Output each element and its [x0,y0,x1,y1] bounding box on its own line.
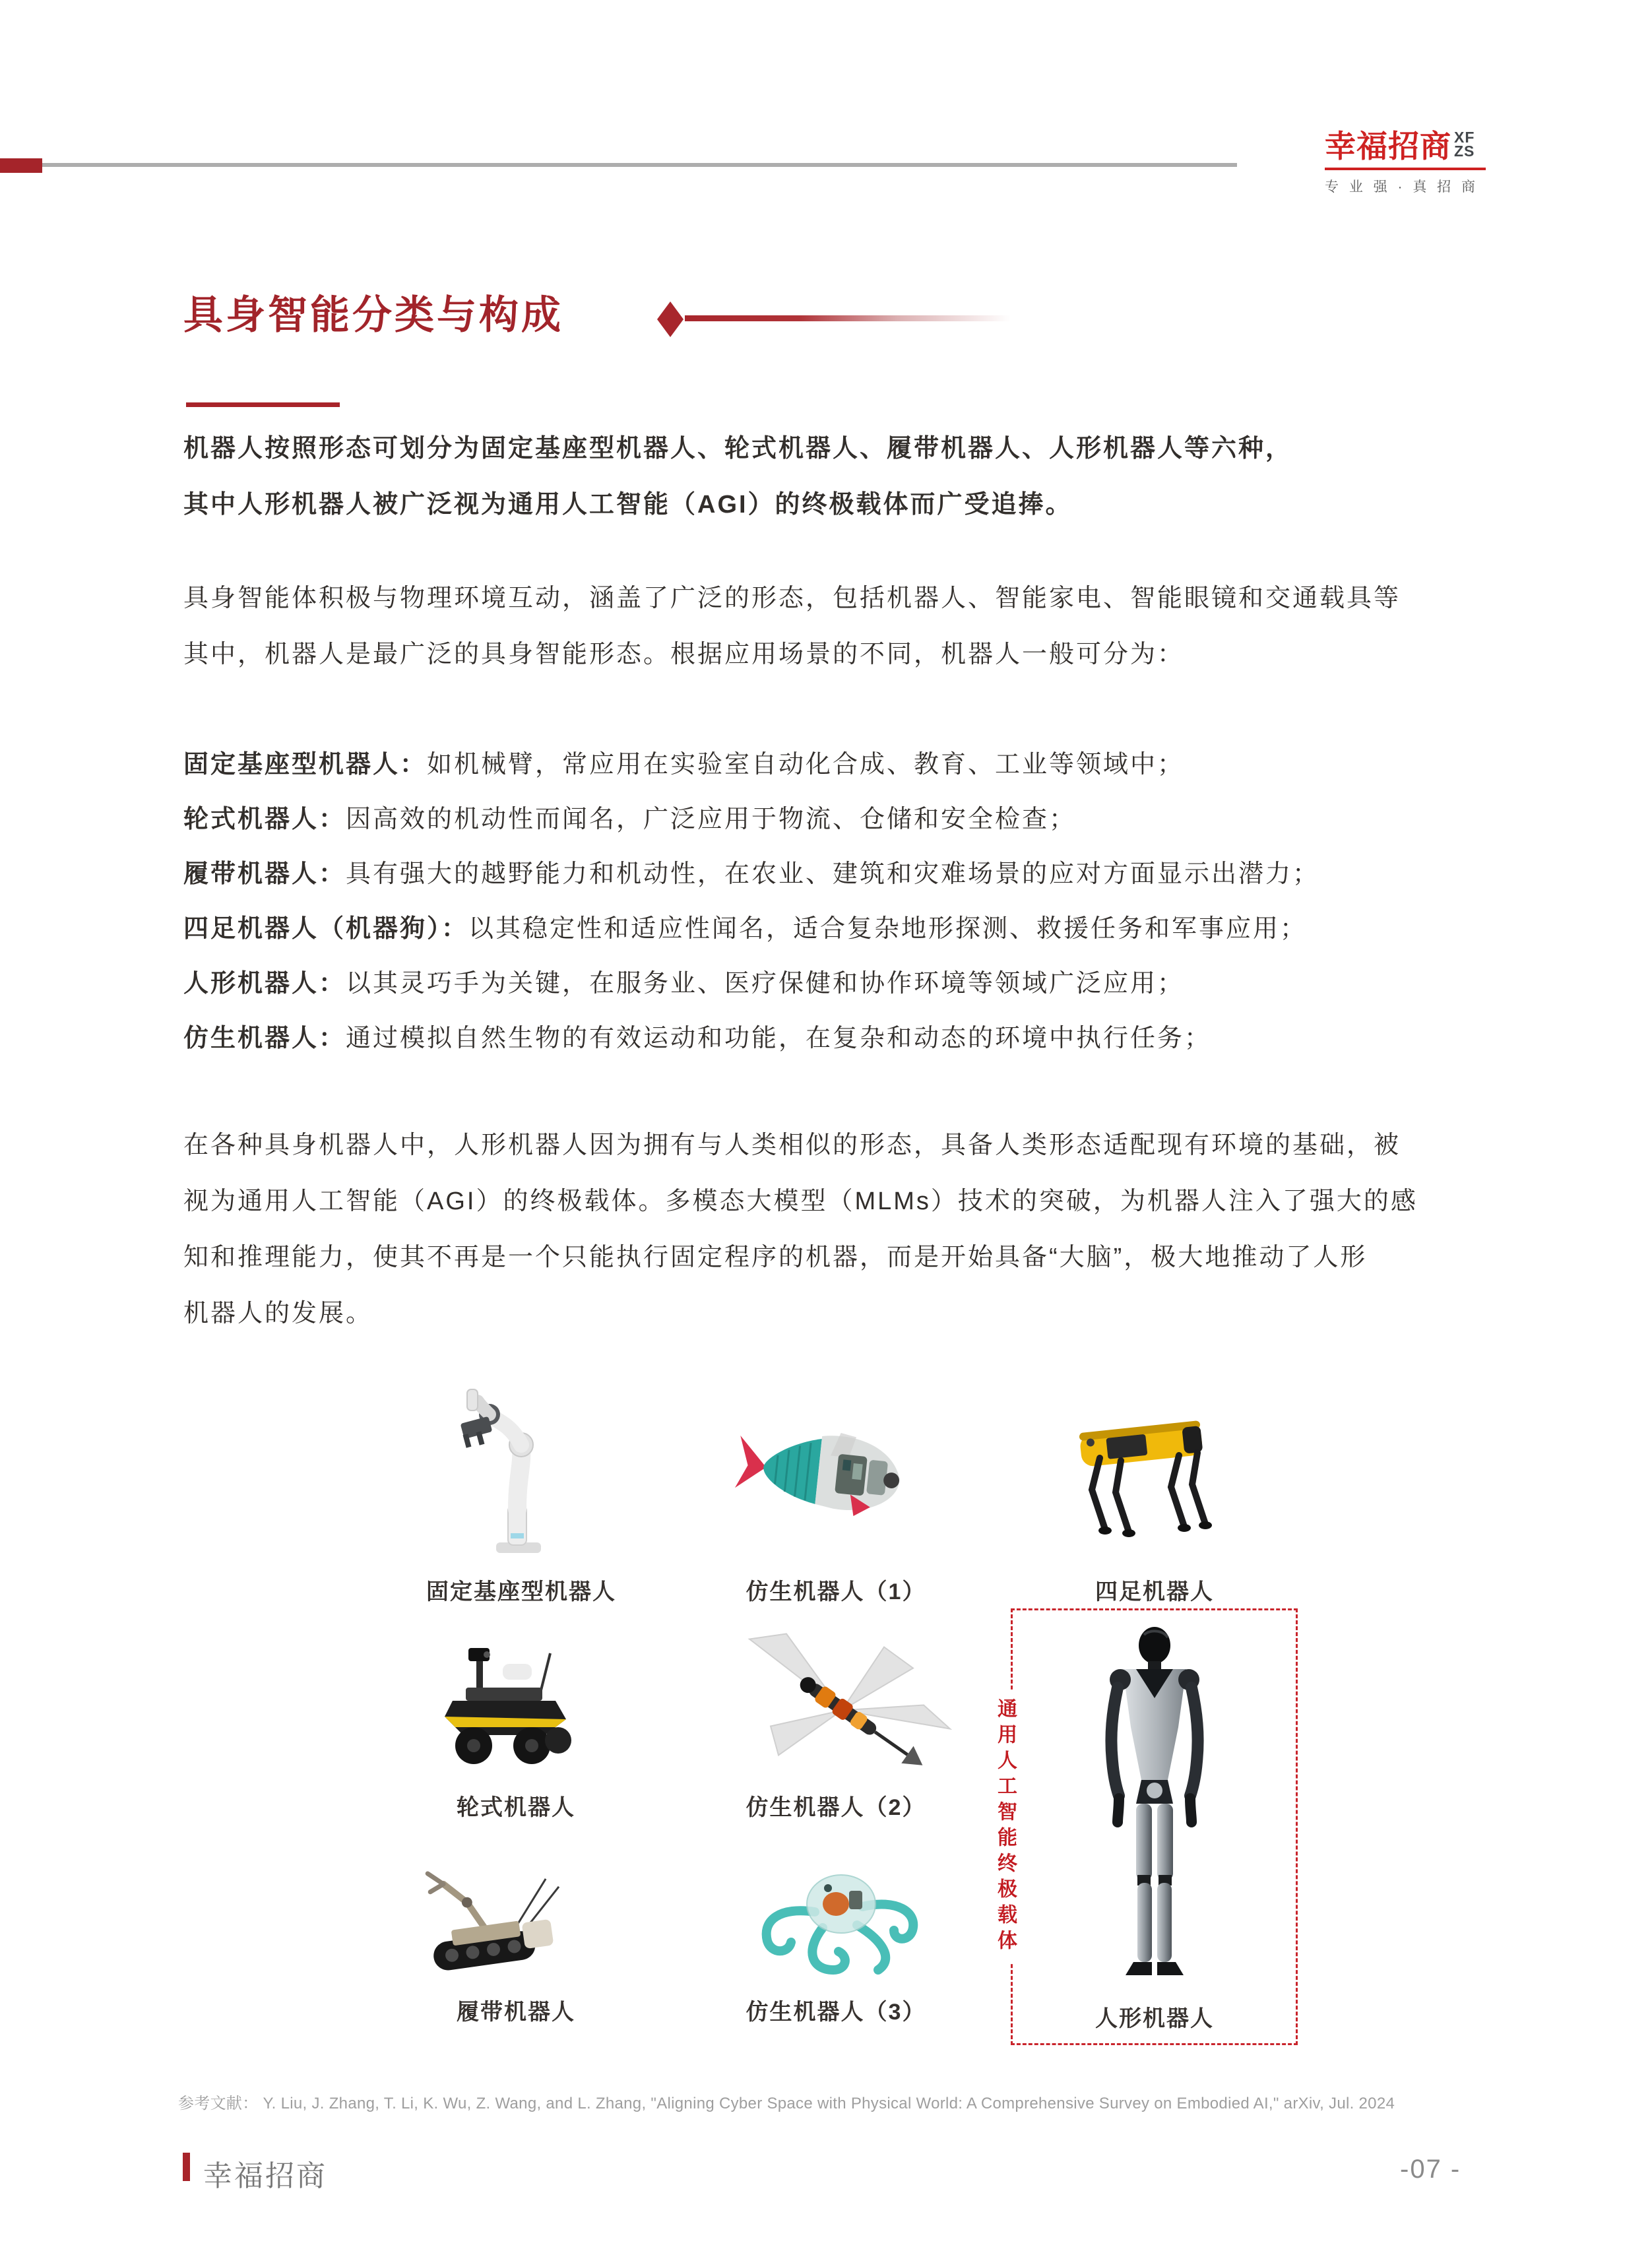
diamond-icon [657,301,683,337]
logo-tagline: 专 业 强 · 真 招 商 [1325,179,1478,195]
list-item [183,902,1503,957]
list-item [183,792,1503,847]
header-red-accent-bar [0,158,42,173]
logo-divider-line [1325,168,1486,170]
footer-page-number: -07 - [1400,2155,1461,2184]
list-item-label: 轮式机器人： [183,806,346,833]
quadruped-robot-illustration [1052,1400,1237,1547]
list-item-desc: 因高效的机动性而闻名，广泛应用于物流、仓储和安全检查； [346,806,1077,833]
overview-paragraph [183,571,1503,683]
intro-paragraph [183,421,1503,533]
list-item-desc: 以其稳定性和适应性闻名，适合复杂地形探测、救援任务和军事应用； [468,915,1308,943]
logo-abbr-text [1454,131,1475,158]
overview-line-2: 其中，机器人是最广泛的具身智能形态。根据应用场景的不同，机器人一般可分为： [183,641,1185,668]
humanoid-line-3: 知和推理能力，使其不再是一个只能执行固定程序的机器，而是开始具备“大脑”，极大地推动了人形 [183,1244,1368,1271]
list-item-label: 人形机器人： [183,970,346,998]
list-item-label: 固定基座型机器人： [183,751,428,778]
tracked-robot-illustration [409,1868,604,1980]
bionic-insect-illustration [726,1628,957,1800]
list-item-label: 履带机器人： [183,860,346,888]
caption-wheeled-robot: 轮式机器人 [457,1795,575,1820]
title-gradient-line [685,315,1011,321]
caption-fixed-base-robot: 固定基座型机器人 [426,1579,616,1604]
caption-humanoid-robot: 人形机器人 [1095,2006,1214,2031]
caption-bionic-robot-2: 仿生机器人（2） [746,1795,926,1820]
list-item-desc: 通过模拟自然生物的有效运动和功能，在复杂和动态的环境中执行任务； [346,1025,1212,1052]
intro-line-1: 机器人按照形态可划分为固定基座型机器人、轮式机器人、履带机器人、人形机器人等六种， [183,435,1293,462]
caption-tracked-robot: 履带机器人 [457,2000,575,2025]
list-item [183,957,1503,1011]
intro-line-2: 其中人形机器人被广泛视为通用人工智能（AGI）的终极载体而广受追捧。 [183,491,1073,519]
humanoid-line-1: 在各种具身机器人中，人形机器人因为拥有与人类相似的形态，具备人类形态适配现有环境的基础，被 [183,1131,1401,1159]
footer-red-bar [183,2153,190,2181]
logo-brand-text: 幸福招商 [1325,129,1451,164]
caption-bionic-robot-1: 仿生机器人（1） [746,1579,926,1604]
robot-arm-illustration [446,1384,594,1560]
caption-quadruped-robot: 四足机器人 [1095,1579,1214,1604]
logo-abbr-line1: XF [1454,129,1475,146]
agi-vertical-label: 通用人工智能终极载体 [992,1690,1018,1963]
title-underline [186,402,340,407]
list-item [183,738,1503,792]
overview-line-1: 具身智能体积极与物理环境互动，涵盖了广泛的形态，包括机器人、智能家电、智能眼镜和交通载具等 [183,585,1401,612]
footer-brand: 幸福招商 [203,2160,327,2192]
list-item [183,847,1503,902]
list-item-desc: 具有强大的越野能力和机动性，在农业、建筑和灾难场景的应对方面显示出潜力； [346,860,1320,888]
humanoid-line-2: 视为通用人工智能（AGI）的终极载体。多模态大模型（MLMs）技术的突破，为机器人注入了强大的感 [183,1188,1418,1215]
humanoid-robot-illustration [1089,1624,1221,1989]
bionic-octopus-illustration [736,1859,940,1981]
bionic-fish-illustration [726,1417,950,1536]
company-logo [1325,131,1486,196]
header-divider-line [42,163,1237,167]
humanoid-line-4: 机器人的发展。 [183,1300,373,1327]
list-item-label: 仿生机器人： [183,1025,346,1052]
list-item-label: 四足机器人（机器狗）： [183,915,469,943]
reference-citation: 参考文献： Y. Liu, J. Zhang, T. Li, K. Wu, Z. Wang, and L. Zhang, "Aligning Cyber Space with Physical World: A Comprehensive Survey on Embodied AI," arXiv, Jul. 2024 [178,2095,1395,2112]
robot-type-list [183,738,1503,1066]
list-item [183,1011,1503,1066]
caption-bionic-robot-3: 仿生机器人（3） [746,2000,926,2025]
page-title: 具身智能分类与构成 [183,293,563,337]
logo-abbr-line2: ZS [1454,143,1475,160]
list-item-desc: 以其灵巧手为关键，在服务业、医疗保健和协作环境等领域广泛应用； [346,970,1185,998]
list-item-desc: 如机械臂，常应用在实验室自动化合成、教育、工业等领域中； [427,751,1185,778]
humanoid-paragraph [183,1118,1503,1342]
wheeled-robot-illustration [429,1637,594,1786]
